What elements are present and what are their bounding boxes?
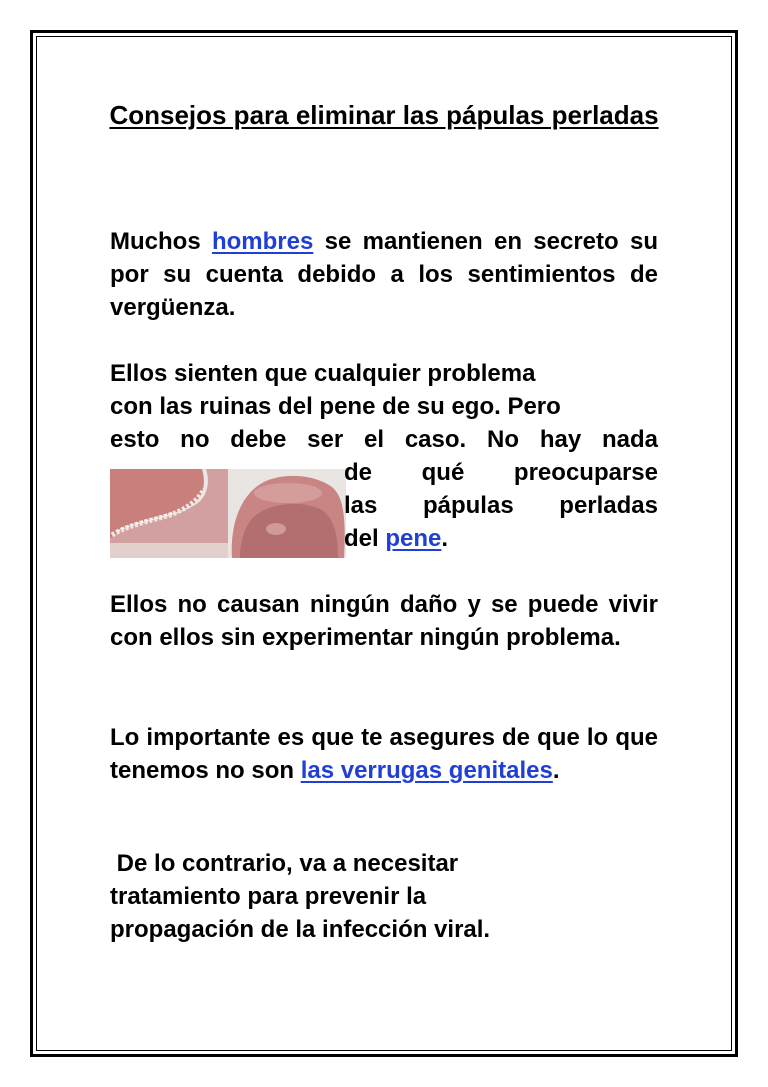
paragraph-4-end: . bbox=[552, 757, 560, 784]
pene-link[interactable]: pene bbox=[385, 525, 442, 552]
paragraph-2-text-line-5: las pápulas perladas bbox=[344, 492, 658, 519]
paragraph-3: Ellos no causan ningún daño y se puede vivir con ellos sin experimentar ningún problema. bbox=[110, 591, 658, 651]
paragraph-5: De lo contrario, va a necesitar tratamiento para prevenir la propagación de la infección viral. bbox=[110, 850, 491, 943]
paragraph-2-end: . bbox=[441, 525, 449, 552]
paragraph-1-text-end: se mantienen en secreto su por su cuenta debido a los sentimientos de vergüenza. bbox=[110, 228, 658, 321]
paragraph-2-text-line-6: del pene. bbox=[344, 525, 449, 552]
paragraph-4-text: Lo importante es que te asegures de que lo que tenemos no son bbox=[110, 724, 658, 784]
paragraph-2-text-line-3: esto no debe ser el caso. No hay nada bbox=[110, 426, 658, 453]
paragraph-4 bbox=[110, 721, 658, 787]
paragraph-1-text-start: Muchos bbox=[110, 228, 212, 255]
hombres-link[interactable]: hombres bbox=[211, 228, 314, 255]
paragraph-2 bbox=[110, 357, 658, 555]
document-title: Consejos para eliminar las pápulas perladas bbox=[109, 100, 659, 130]
paragraph-2-text-line-1: Ellos sienten que cualquier problema bbox=[110, 360, 536, 387]
paragraph-2-text-line-4: de qué preocuparse bbox=[344, 459, 658, 486]
verrugas-genitales-link[interactable]: las verrugas genitales bbox=[300, 757, 553, 784]
paragraph-1 bbox=[110, 225, 658, 324]
paragraph-2-text-line-2: con las ruinas del pene de su ego. Pero bbox=[110, 393, 561, 420]
